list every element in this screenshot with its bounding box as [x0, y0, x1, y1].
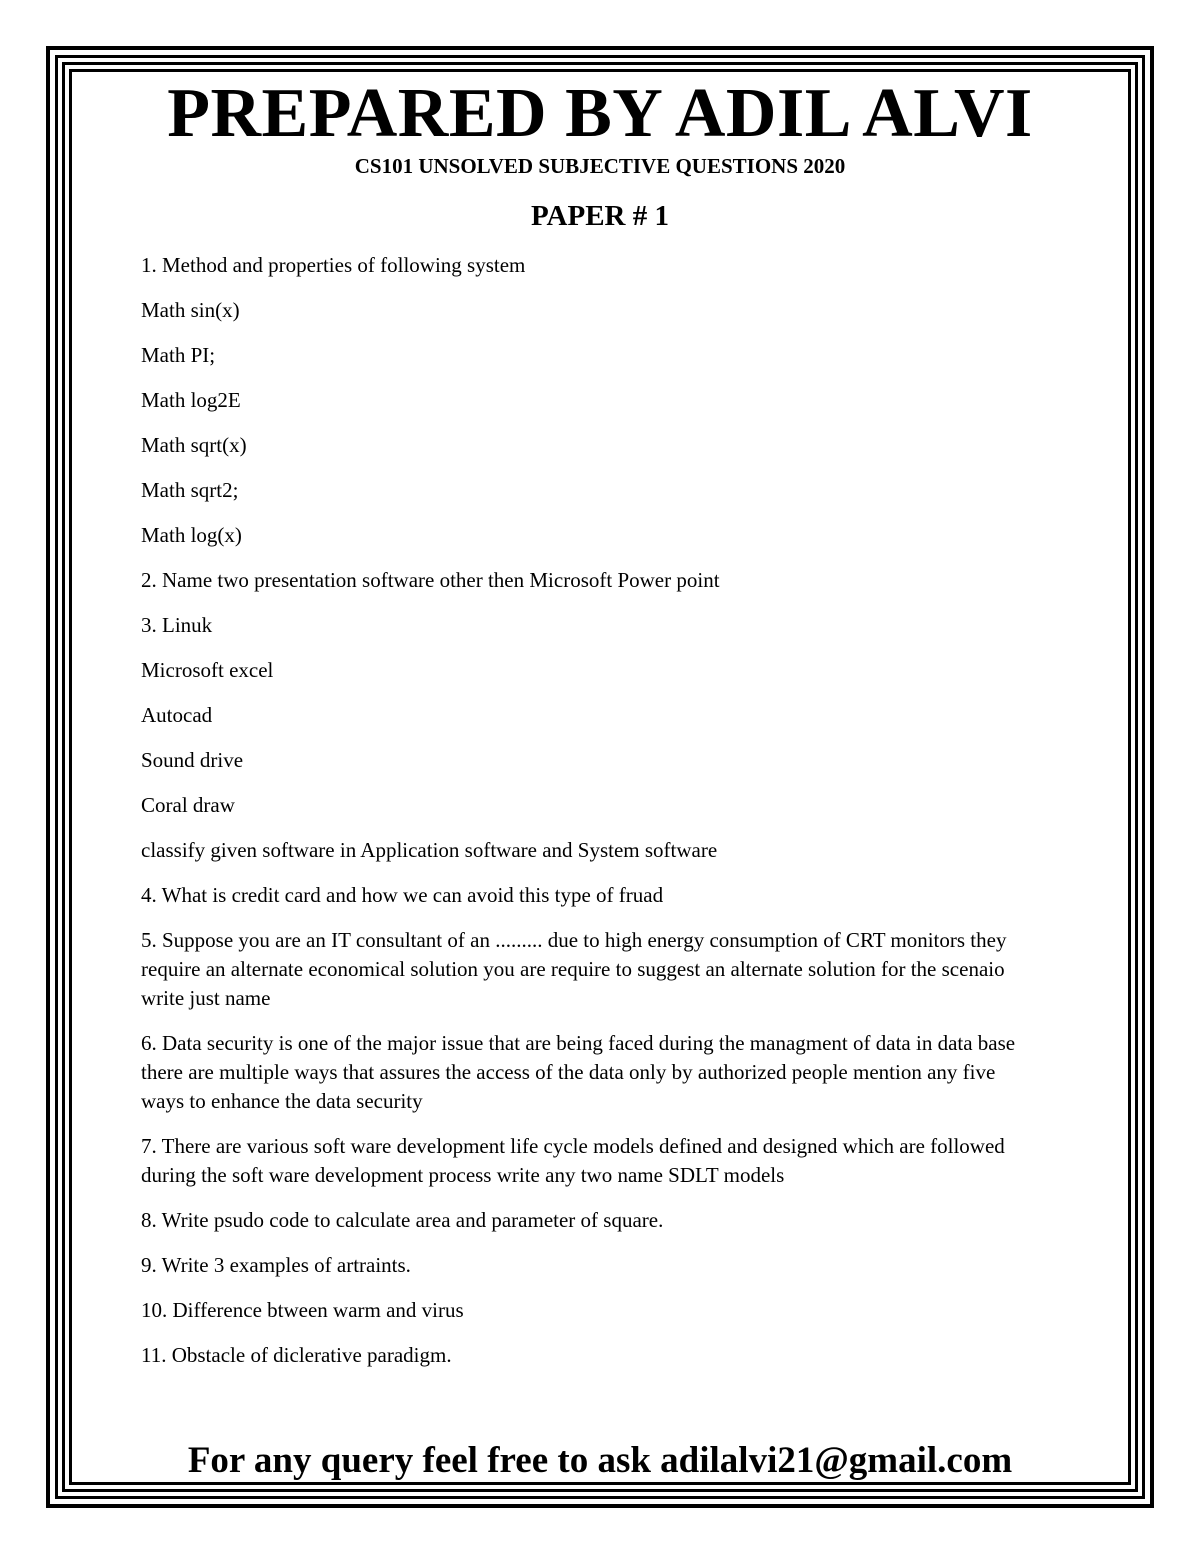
question-line: Coral draw: [141, 793, 235, 817]
question-line: Math log2E: [141, 388, 241, 412]
question-line: 4. What is credit card and how we can avoid this type of fruad: [141, 883, 664, 907]
question-list: [141, 251, 1041, 1386]
document-title: PREPARED BY ADIL ALVI: [167, 75, 1033, 152]
question-line: Microsoft excel: [141, 658, 274, 682]
question-line: 8. Write psudo code to calculate area and parameter of square.: [141, 1208, 664, 1232]
question-line: Math log(x): [141, 523, 242, 547]
paper-heading: PAPER # 1: [530, 200, 669, 232]
question-line: Math sqrt(x): [141, 433, 247, 457]
question-line: Autocad: [141, 703, 213, 727]
question-line: 7. There are various soft ware development life cycle models defined and designed which are followed during the soft ware development process write any two name SDLT models: [141, 1134, 1005, 1187]
question-line: 9. Write 3 examples of artraints.: [141, 1253, 411, 1277]
question-line: classify given software in Application software and System software: [141, 838, 718, 862]
question-line: Sound drive: [141, 748, 244, 772]
question-line: 5. Suppose you are an IT consultant of an ......... due to high energy consumption of CRT monitors they require an alternate economical solution you are require to suggest an alternate solution for the scenaio write just name: [141, 928, 1007, 1010]
question-line: 10. Difference btween warm and virus: [141, 1298, 464, 1322]
question-line: 1. Method and properties of following system: [141, 253, 526, 277]
question-line: Math sin(x): [141, 298, 240, 322]
question-line: 11. Obstacle of diclerative paradigm.: [141, 1343, 452, 1367]
question-line: 2. Name two presentation software other then Microsoft Power point: [141, 568, 720, 592]
question-line: Math PI;: [141, 343, 216, 367]
contact-footer: For any query feel free to ask adilalvi21@gmail.com: [187, 1440, 1013, 1481]
document-subtitle: CS101 UNSOLVED SUBJECTIVE QUESTIONS 2020: [354, 154, 846, 178]
question-line: Math sqrt2;: [141, 478, 239, 502]
question-line: 3. Linuk: [141, 613, 213, 637]
question-line: 6. Data security is one of the major issue that are being faced during the managment of data in data base there are multiple ways that assures the access of the data only by authorized people mention any five ways to enhance the data security: [141, 1031, 1016, 1113]
